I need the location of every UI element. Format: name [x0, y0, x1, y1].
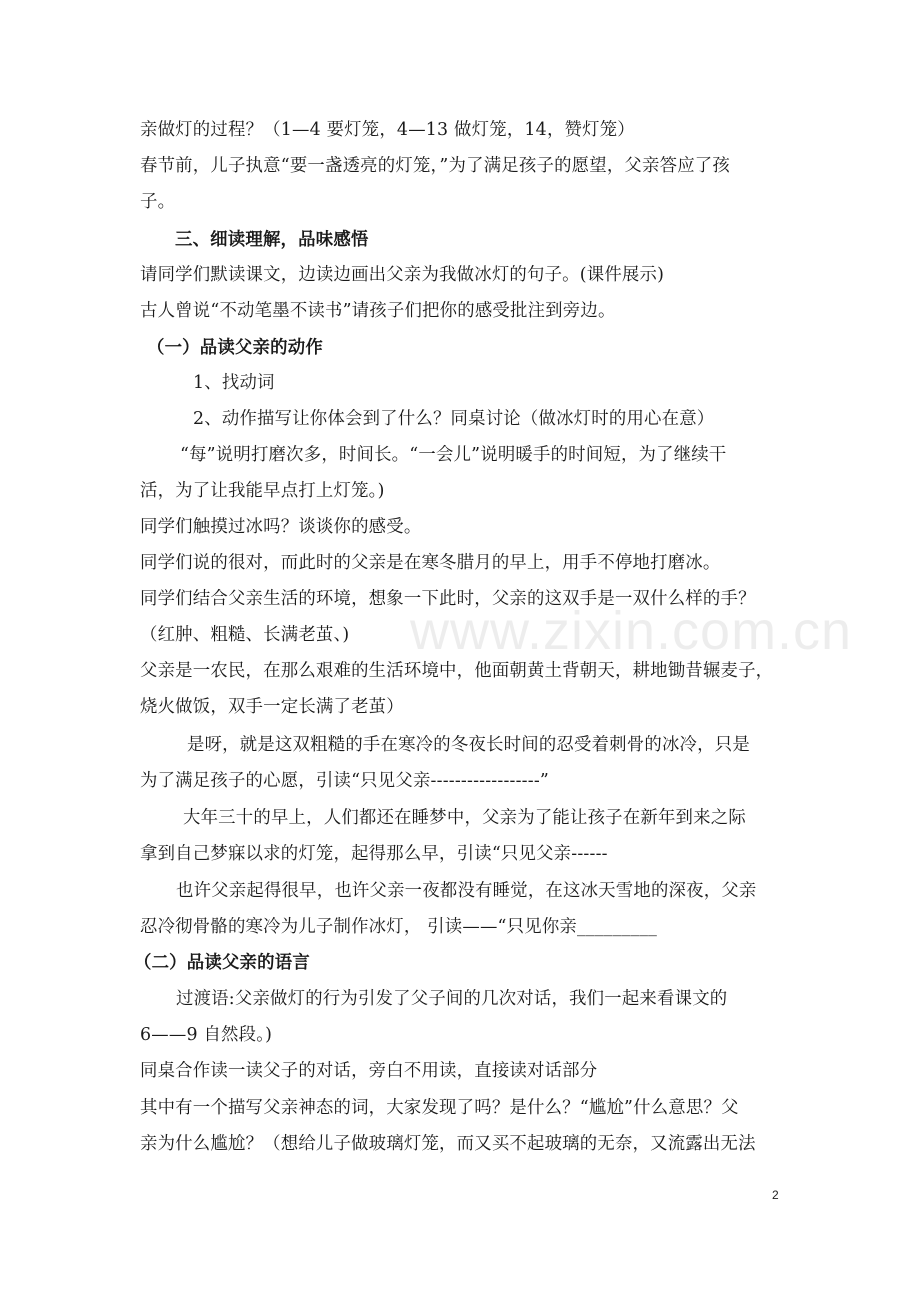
text-line: 也许父亲起得很早，也许父亲一夜都没有睡觉，在这冰天雪地的深夜，父亲	[176, 881, 757, 901]
text-line: （红肿、粗糙、长满老茧、)	[140, 625, 350, 645]
text-line: 大年三十的早上，人们都还在睡梦中，父亲为了能让孩子在新年到来之际	[183, 808, 746, 828]
text-line: 其中有一个描写父亲神态的词，大家发现了吗？是什么？“尴尬”什么意思？父	[140, 1098, 739, 1118]
text-line: 1、找动词	[193, 373, 275, 393]
text-line: 是呀，就是这双粗糙的手在寒冷的冬夜长时间的忍受着刺骨的冰冷，只是	[187, 735, 750, 755]
watermark: www.zixin.com.cn	[410, 601, 853, 661]
text-line: 同桌合作读一读父子的对话，旁白不用读，直接读对话部分	[140, 1061, 598, 1081]
text-line: 同学们触摸过冰吗？谈谈你的感受。	[140, 517, 422, 537]
text-line: 2、动作描写让你体会到了什么？同桌讨论（做冰灯时的用心在意）	[193, 409, 715, 429]
text-line: 烧火做饭，双手一定长满了老茧）	[140, 697, 404, 717]
text-line: 过渡语:父亲做灯的行为引发了父子间的几次对话，我们一起来看课文的	[176, 989, 728, 1009]
text-line: 子。	[140, 192, 176, 212]
text-line: 同学们说的很对，而此时的父亲是在寒冬腊月的早上，用手不停地打磨冰。	[140, 553, 721, 573]
subsection-heading: （一）品读父亲的动作	[147, 338, 323, 358]
text-line: 同学们结合父亲生活的环境，想象一下此时，父亲的这双手是一双什么样的手？	[140, 589, 756, 609]
text-line: 6——9 自然段。)	[140, 1025, 273, 1045]
text-line: 忍冷彻骨骼的寒冷为儿子制作冰灯， 引读——“只见你亲_________	[140, 917, 658, 937]
section-heading: 三、细读理解，品味感悟	[175, 230, 369, 250]
text-line: 春节前，儿子执意“要一盏透亮的灯笼，”为了满足孩子的愿望，父亲答应了孩	[140, 156, 730, 176]
text-line: 古人曾说“不动笔墨不读书”请孩子们把你的感受批注到旁边。	[140, 301, 616, 321]
text-line: 拿到自己梦寐以求的灯笼，起得那么早，引读“只见父亲------	[140, 844, 608, 864]
subsection-heading: （二）品读父亲的语言	[134, 953, 310, 973]
text-line: “每”说明打磨次多，时间长。“一会儿”说明暖手的时间短，为了继续干	[180, 445, 727, 465]
text-line: 请同学们默读课文，边读边画出父亲为我做冰灯的句子。(课件展示)	[140, 265, 665, 285]
text-line: 活，为了让我能早点打上灯笼。)	[140, 481, 385, 501]
page-number: 2	[772, 1188, 779, 1202]
text-line: 父亲是一农民，在那么艰难的生活环境中，他面朝黄土背朝天，耕地锄昔辗麦子，	[140, 661, 774, 681]
text-line: 亲做灯的过程？（1—4 要灯笼，4—13 做灯笼，14，赞灯笼）	[140, 120, 635, 140]
text-line: 亲为什么尴尬？（想给儿子做玻璃灯笼，而又买不起玻璃的无奈，又流露出无法	[140, 1134, 756, 1154]
text-line: 为了满足孩子的心愿，引读“只见父亲------------------”	[140, 771, 550, 791]
